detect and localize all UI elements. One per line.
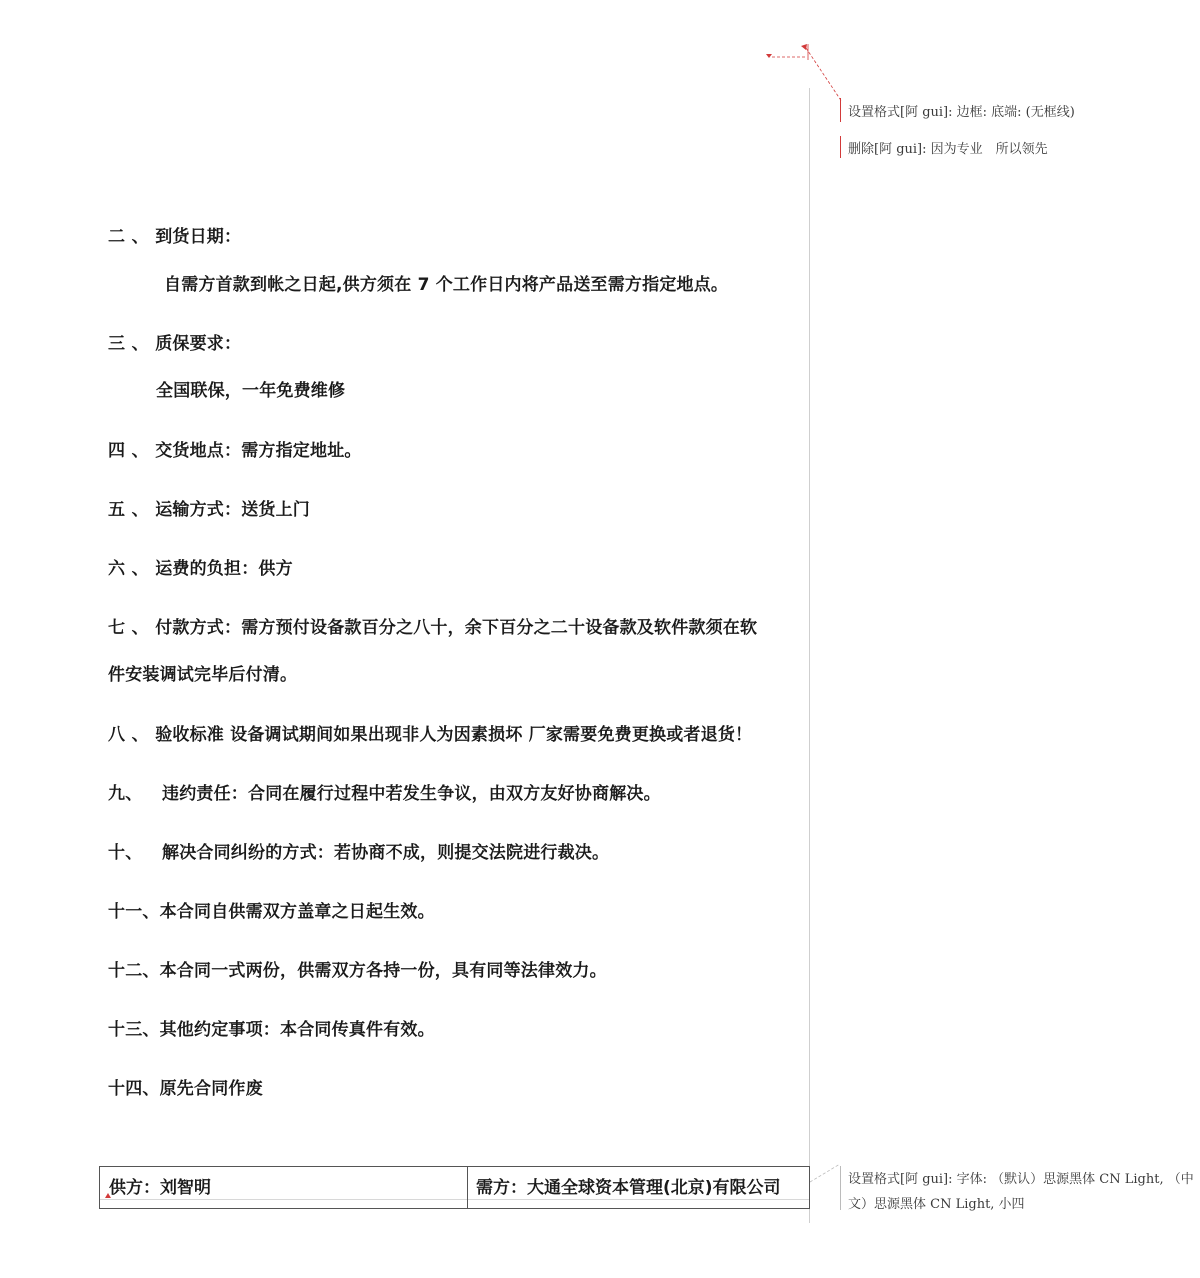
comment-bar — [840, 1166, 841, 1210]
buyer-name: 需方：大通全球资本管理(北京)有限公司 — [476, 1178, 781, 1198]
clause-9 — [108, 779, 661, 804]
clause-number: 四 — [108, 441, 126, 461]
clause-text: 运费的负担：供方 — [155, 559, 293, 579]
clause-11: 十一、本合同自供需双方盖章之日起生效。 — [108, 902, 435, 922]
comment-deletion[interactable]: 删除[阿 gui]: 因为专业 所以领先 — [848, 142, 1048, 157]
clause-3-body: 全国联保，一年免费维修 — [156, 381, 346, 401]
clause-separator: 、 — [131, 334, 149, 354]
clause-number: 三 — [108, 334, 126, 354]
clause-separator: 、 — [131, 227, 149, 247]
revision-marker-icon — [801, 44, 807, 50]
clause-text: 交货地点：需方指定地址。 — [155, 441, 362, 461]
revision-marker-icon — [105, 1193, 111, 1198]
clause-text: 运输方式：送货上门 — [155, 500, 311, 520]
clause-number: 七 — [108, 618, 126, 638]
clause-number: 二 — [108, 227, 126, 247]
comment-format-font[interactable] — [848, 1168, 1194, 1212]
clause-4 — [108, 436, 362, 461]
clause-2-heading — [108, 222, 241, 247]
clause-13: 十三、其他约定事项：本合同传真件有效。 — [108, 1020, 435, 1040]
comment-line: 设置格式[阿 gui]: 字体: （默认）思源黑体 CN Light, （中 — [848, 1172, 1194, 1187]
clause-text: 到货日期： — [155, 227, 242, 247]
clause-3-heading — [108, 329, 241, 354]
clause-2-body: 自需方首款到帐之日起,供方须在 7 个工作日内将产品送至需方指定地点。 — [164, 275, 729, 295]
clause-text: 违约责任：合同在履行过程中若发生争议，由双方友好协商解决。 — [162, 784, 661, 804]
clause-text: 验收标准 设备调试期间如果出现非人为因素损坏 厂家需要免费更换或者退货！ — [155, 725, 753, 745]
cell-inner-border — [100, 1199, 467, 1200]
clause-10 — [108, 838, 609, 863]
clause-separator: 、 — [131, 441, 149, 461]
clause-text: 付款方式：需方预付设备款百分之八十，余下百分之二十设备款及软件款须在软 — [155, 618, 758, 638]
comment-connector-line — [810, 1160, 850, 1190]
supplier-cell — [100, 1167, 468, 1208]
clause-6 — [108, 554, 293, 579]
clause-number: 九、 — [108, 784, 143, 804]
comment-bar — [840, 136, 841, 158]
supplier-name: 供方：刘智明 — [109, 1178, 211, 1198]
comment-format-border[interactable]: 设置格式[阿 gui]: 边框: 底端: (无框线) — [848, 105, 1075, 120]
clause-number: 五 — [108, 500, 126, 520]
clause-7 — [108, 613, 757, 638]
signature-table — [99, 1166, 810, 1209]
clause-separator: 、 — [131, 618, 149, 638]
clause-number: 十、 — [108, 843, 143, 863]
clause-text: 解决合同纠纷的方式：若协商不成，则提交法院进行裁决。 — [162, 843, 610, 863]
comment-bar — [840, 98, 841, 122]
clause-separator: 、 — [131, 725, 149, 745]
clause-7-continued: 件安装调试完毕后付清。 — [108, 665, 298, 685]
clause-5 — [108, 495, 310, 520]
comment-margin-divider — [809, 88, 810, 1223]
cell-inner-border — [468, 1199, 809, 1200]
revision-connector-lines — [760, 40, 850, 120]
clause-14: 十四、原先合同作废 — [108, 1079, 263, 1099]
clause-number: 六 — [108, 559, 126, 579]
clause-text: 质保要求： — [155, 334, 242, 354]
buyer-cell — [468, 1167, 809, 1208]
revision-marker-icon — [766, 54, 772, 58]
clause-8 — [108, 720, 752, 745]
clause-separator: 、 — [131, 559, 149, 579]
clause-12: 十二、本合同一式两份，供需双方各持一份，具有同等法律效力。 — [108, 961, 607, 981]
clause-number: 八 — [108, 725, 126, 745]
comment-line: 文）思源黑体 CN Light, 小四 — [848, 1197, 1025, 1212]
clause-separator: 、 — [131, 500, 149, 520]
